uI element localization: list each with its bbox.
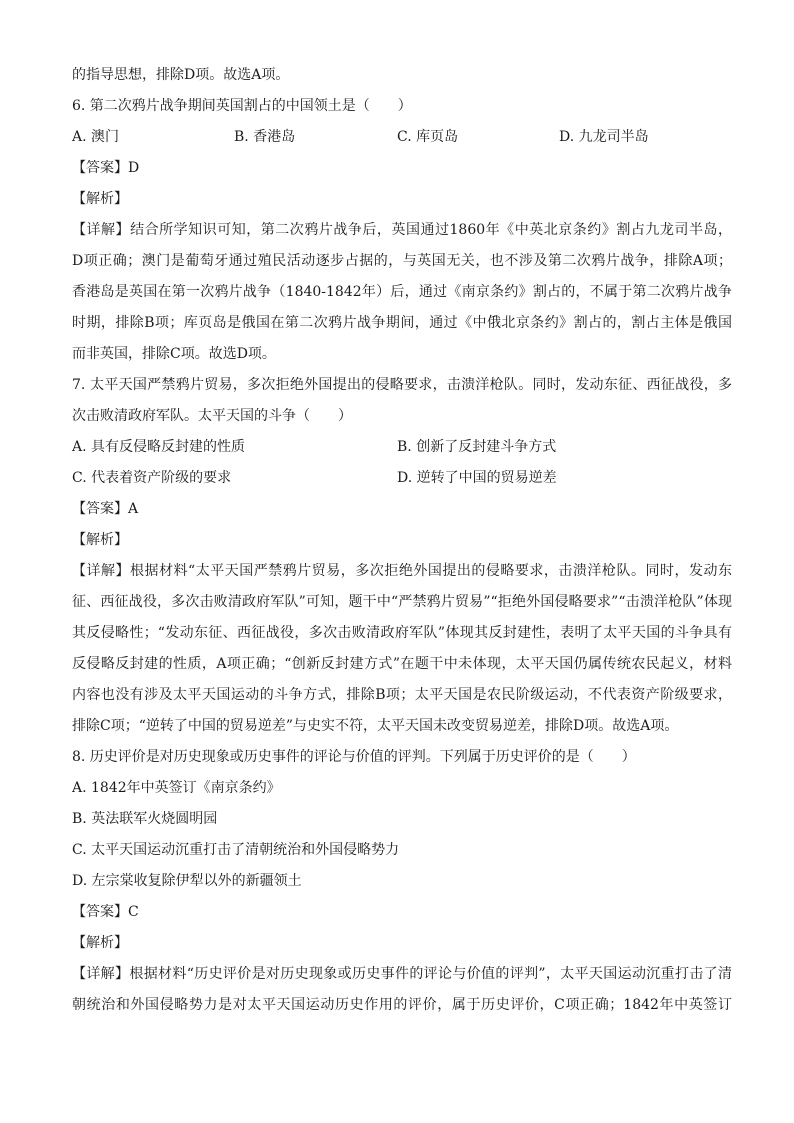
question-7-stem-line: 次击败清政府军队。太平天国的斗争（ ） bbox=[72, 408, 352, 424]
question-7-detail-line: 【详解】根据材料“太平天国严禁鸦片贸易，多次拒绝外国提出的侵略要求，击溃洋枪队。同时，发动东 bbox=[72, 563, 732, 579]
question-7-option-b: B. 创新了反封建斗争方式 bbox=[397, 439, 557, 455]
question-8-option-b: B. 英法联军火烧圆明园 bbox=[72, 811, 218, 827]
question-6-detail-line: 【详解】结合所学知识可知，第二次鸦片战争后，英国通过1860年《中英北京条约》割占九龙司半岛， bbox=[72, 222, 732, 238]
question-8-stem: 8. 历史评价是对历史现象或历史事件的评论与价值的评判。下列属于历史评价的是（ ） bbox=[72, 749, 636, 765]
question-6-stem: 6. 第二次鸦片战争期间英国割占的中国领土是（ ） bbox=[72, 98, 412, 114]
question-6-option-a: A. 澳门 bbox=[72, 129, 120, 145]
question-7-options-row-2 bbox=[72, 463, 732, 494]
question-8-option-c: C. 太平天国运动沉重打击了清朝统治和外国侵略势力 bbox=[72, 842, 400, 858]
question-7-analysis-label: 【解析】 bbox=[72, 532, 128, 548]
question-7-option-a: A. 具有反侵略反封建的性质 bbox=[72, 439, 246, 455]
question-6-detail-line: 而非英国，排除C项。故选D项。 bbox=[72, 346, 276, 362]
question-6-detail-line: 香港岛是英国在第一次鸦片战争（1840-1842年）后，通过《南京条约》割占的，不属于第二次鸦片战争 bbox=[72, 284, 732, 300]
question-8-answer: 【答案】C bbox=[72, 904, 139, 920]
question-7-stem-line: 7. 太平天国严禁鸦片贸易，多次拒绝外国提出的侵略要求，击溃洋枪队。同时，发动东征、西征战役，多 bbox=[72, 377, 732, 393]
question-7-detail-line: 排除C项；“逆转了中国的贸易逆差”与史实不符，太平天国未改变贸易逆差，排除D项。故选A项。 bbox=[72, 718, 679, 734]
question-8-analysis-label: 【解析】 bbox=[72, 935, 128, 951]
question-7-detail-line: 其反侵略性；“发动东征、西征战役，多次击败清政府军队”体现其反封建性，表明了太平天国的斗争具有 bbox=[72, 625, 732, 641]
question-8-detail-line: 【详解】根据材料“历史评价是对历史现象或历史事件的评论与价值的评判”，太平天国运动沉重打击了清 bbox=[72, 966, 732, 982]
question-6-analysis-label: 【解析】 bbox=[72, 191, 128, 207]
question-7-options-row-1 bbox=[72, 432, 732, 463]
question-7-detail-line: 反侵略反封建的性质，A项正确；“创新反封建方式”在题干中未体现，太平天国仍属传统农民起义，材料 bbox=[72, 656, 732, 672]
question-7-detail-line: 征、西征战役，多次击败清政府军队”可知，题干中“严禁鸦片贸易”“拒绝外国侵略要求”“击溃洋枪队”体现 bbox=[72, 594, 732, 610]
question-6-option-d: D. 九龙司半岛 bbox=[559, 129, 649, 145]
question-6-options bbox=[72, 122, 732, 153]
question-7-answer: 【答案】A bbox=[72, 501, 139, 517]
question-8-option-a: A. 1842年中英签订《南京条约》 bbox=[72, 780, 281, 796]
question-6-option-c: C. 库页岛 bbox=[397, 129, 459, 145]
question-7-option-d: D. 逆转了中国的贸易逆差 bbox=[397, 470, 557, 486]
question-6-answer: 【答案】D bbox=[72, 160, 140, 176]
question-8-detail-line: 朝统治和外国侵略势力是对太平天国运动历史作用的评价，属于历史评价，C项正确；1842年中英签订 bbox=[72, 997, 732, 1013]
question-7-option-c: C. 代表着资产阶级的要求 bbox=[72, 470, 232, 486]
document-page bbox=[72, 60, 732, 1021]
previous-answer-tail: 的指导思想，排除D项。故选A项。 bbox=[72, 67, 290, 83]
question-6-option-b: B. 香港岛 bbox=[234, 129, 296, 145]
question-7-detail-line: 内容也没有涉及太平天国运动的斗争方式，排除B项；太平天国是农民阶级运动，不代表资产阶级要求， bbox=[72, 687, 732, 703]
question-6-detail-line: D项正确；澳门是葡萄牙通过殖民活动逐步占据的，与英国无关，也不涉及第二次鸦片战争，排除A项； bbox=[72, 253, 732, 269]
question-6-detail-line: 时期，排除B项；库页岛是俄国在第二次鸦片战争期间，通过《中俄北京条约》割占的，割占主体是俄国 bbox=[72, 315, 732, 331]
question-8-option-d: D. 左宗棠收复除伊犁以外的新疆领土 bbox=[72, 873, 302, 889]
